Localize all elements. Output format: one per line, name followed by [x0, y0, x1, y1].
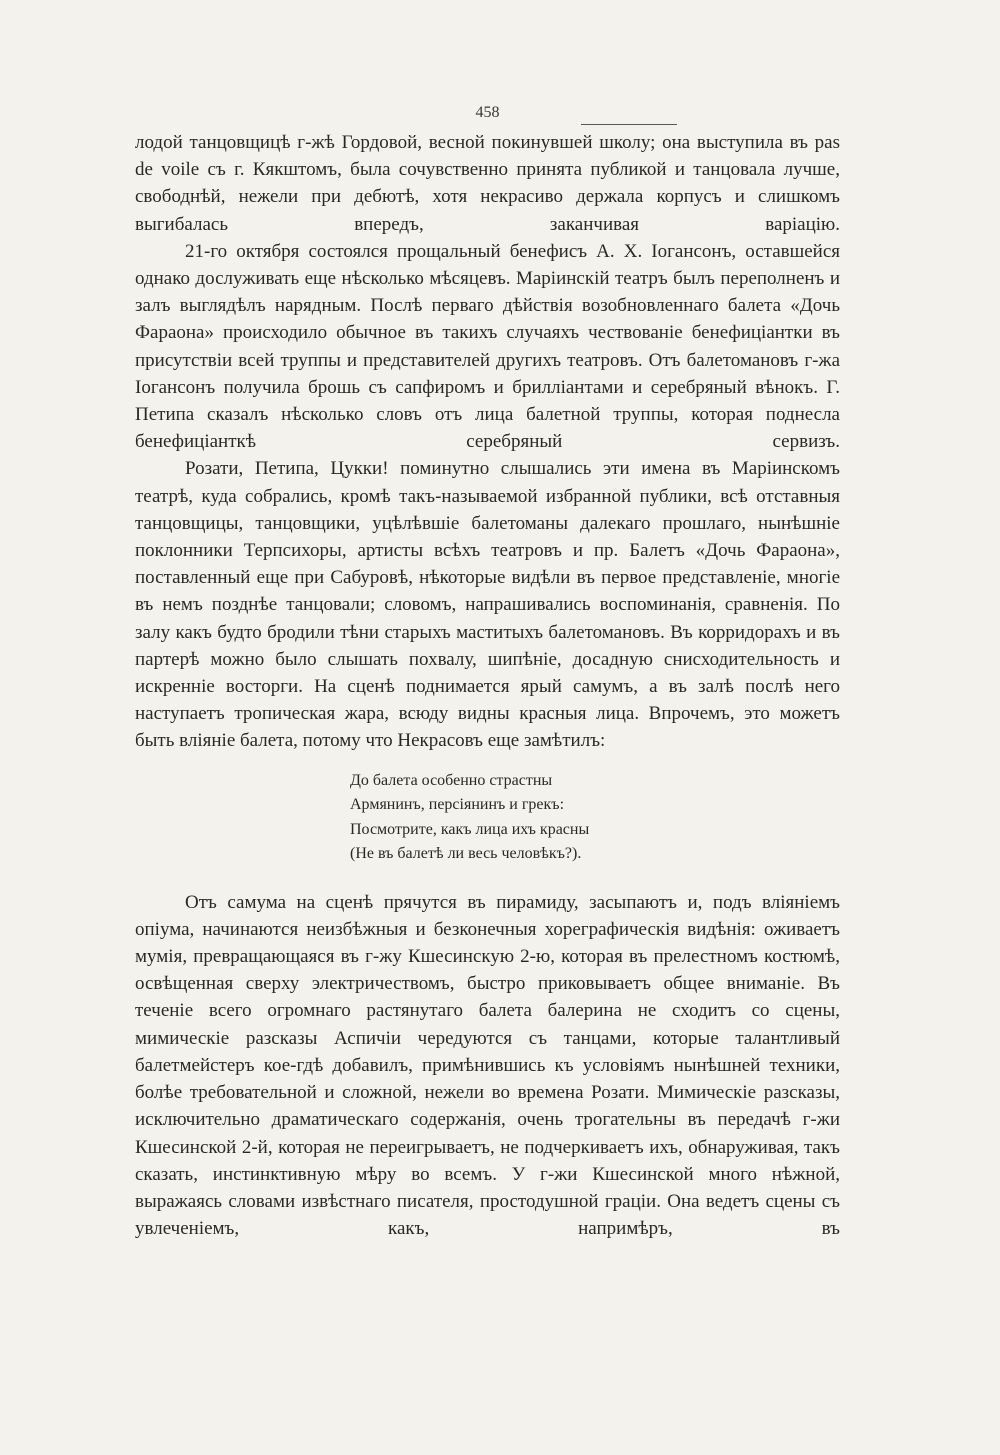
header-rule [581, 124, 677, 125]
paragraph-2: 21-го октября состоялся прощальный бенефисъ А. Х. Іогансонъ, оставшейся однако дослуживать еще нѣсколько мѣсяцевъ. Маріинскій театръ былъ переполненъ и залъ выглядѣлъ нарядным. Послѣ перваго дѣйствія возобновленнаго балета «Дочь Фараона» происходило обычное въ такихъ случаяхъ чествованіе бенефиціантки въ присутствіи всей труппы и представителей другихъ театровъ. Отъ балетомановъ г-жа Іогансонъ получила брошь съ сапфиромъ и бриллiантами и серебряный вѣнокъ. Г. Петипа сказалъ нѣсколько словъ отъ лица балетной труппы, которая поднесла бенефиціанткѣ серебряный сервизъ. [135, 240, 840, 453]
paragraph-3: Розати, Петипа, Цукки! поминутно слышались эти имена въ Маріинскомъ театрѣ, куда собрались, кромѣ такъ-называемой избранной публики, всѣ отставныя танцовщицы, танцовщики, уцѣлѣвшіе балетоманы далекаго прошлаго, нынѣшніе поклонники Терпсихоры, артисты всѣхъ театровъ и пр. Балетъ «Дочь Фараона», поставленный еще при Сабуровѣ, нѣкоторые видѣли въ первое представленіе, многіе въ немъ позднѣе танцовали; словомъ, напрашивались воспоминанія, сравненія. По залу какъ будто бродили тѣни старыхъ маститыхъ балетомановъ. Въ корридорахъ и въ партерѣ можно было слышать похвалу, шипѣніе, досадную снисходительность и искренніе восторги. На сценѣ поднимается ярый самумъ, а въ залѣ послѣ него наступаетъ тропическая жара, всюду видны красныя лица. Впрочемъ, это можетъ быть вліяніе балета, потому что Некрасовъ еще замѣтилъ: [135, 458, 840, 752]
verse-line: Посмотрите, какъ лица ихъ красны [350, 820, 590, 838]
verse-line: Армянинъ, персіянинъ и грекъ: [350, 796, 565, 814]
paragraph-4: Отъ самума на сценѣ прячутся въ пирамиду, засыпаютъ и, подъ вліяніемъ опіума, начинаются неизбѣжныя и безконечныя хореграфическія видѣнія: оживаетъ мумія, превращающаяся въ г-жу Кшесинскую 2-ю, которая въ прелестномъ костюмѣ, освѣщенная сверху электричествомъ, быстро приковываетъ общее вниманіе. Въ теченіе всего огромнаго растянутаго балета балерина не сходитъ со сцены, мимическіе разсказы Аспичіи чередуются съ танцами, которые талантливый балетмейстеръ кое-гдѣ добавилъ, примѣнившись къ условіямъ нынѣшней техники, болѣе требовательной и сложной, нежели во времена Розати. Мимическіе разсказы, исключительно драматическаго содержанія, очень трогательны въ передачѣ г-жи Кшесинской 2-й, которая не переигрываетъ, не подчеркиваетъ ихъ, обнаруживая, такъ сказать, инстинктивную мѣру во всемъ. У г-жи Кшесинской много нѣжной, выражаясь словами извѣстнаго писателя, простодушной граціи. Она ведетъ сцены съ увлеченіемъ, какъ, напримѣръ, въ [135, 891, 840, 1240]
verse-line: До балета особенно страстны [350, 771, 553, 789]
page-number: 458 [475, 104, 500, 121]
paragraph-1: лодой танцовщицѣ г-жѣ Гордовой, весной покинувшей школу; она выступила въ pas de voile съ г. Кякштомъ, была сочувственно принята публикой и танцовала лучше, свободнѣй, нежели при дебютѣ, хотя некрасиво держала корпусъ и слишкомъ выгибалась впередъ, заканчивая варіацію. [135, 132, 840, 235]
verse-line: (Не въ балетѣ ли весь человѣкъ?). [350, 845, 582, 863]
verse-quote [350, 769, 840, 867]
body-text [135, 129, 840, 1242]
